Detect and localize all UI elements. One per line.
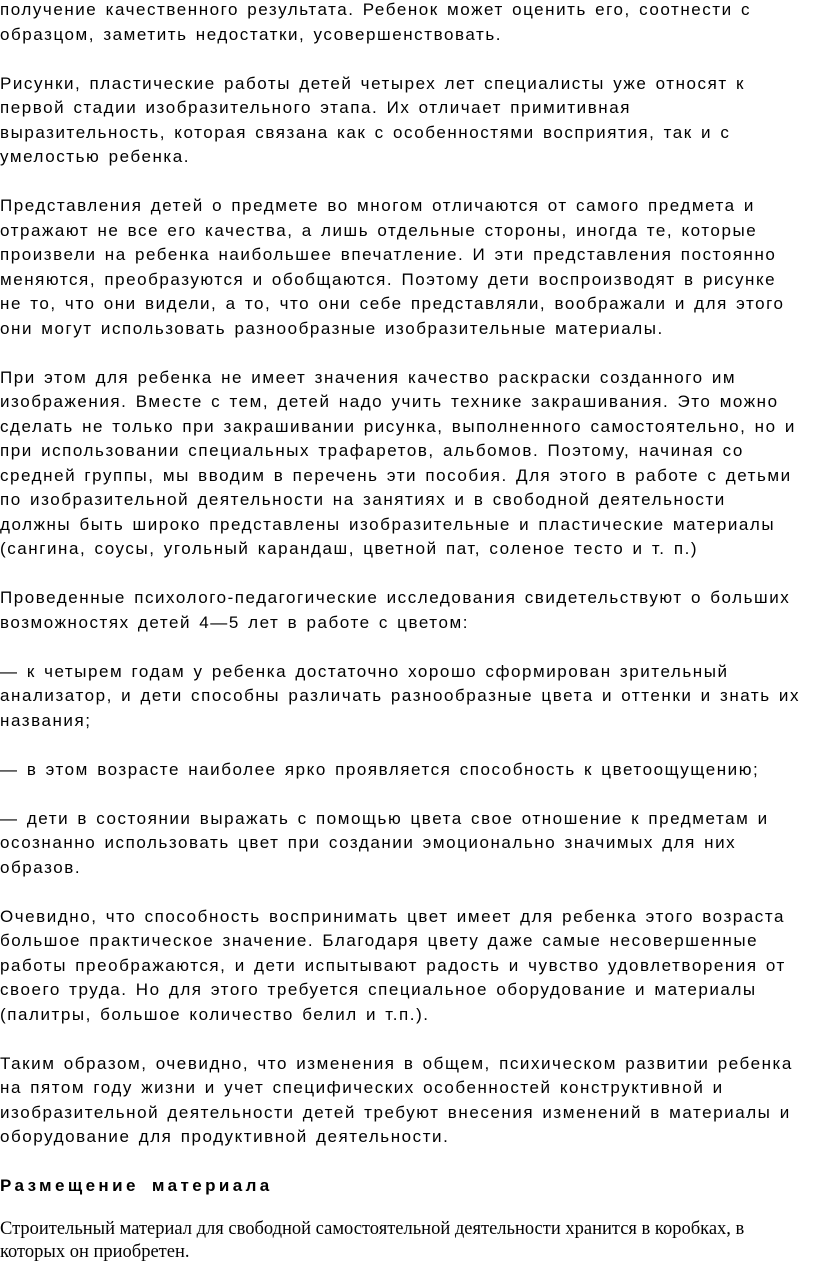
list-item-visual-analyzer: — к четырем годам у ребенка достаточно хорошо сформирован зрительный анализатор, и дети способны различать разнообразные цвета и оттенки и знать их названия; (0, 661, 800, 730)
list-item-color-perception: — в этом возрасте наиболее ярко проявляется способность к цветоощущению; (0, 759, 760, 779)
paragraph-coloring-technique: При этом для ребенка не имеет значения качество раскраски созданного им изображения. Вместе с тем, детей надо учить технике закрашивания. Это можно сделать не только при закрашивании рисунка, выполненного самостоятельно, но и при использовании специальных трафаретов, альбомов. Поэтому, начиная со средней группы, мы вводим в перечень эти пособия. Для этого в работе с детьми по изобразительной деятельности на занятиях и в свободной деятельности должны быть широко представлены изобразительные и пластические материалы (сангина, соусы, угольный карандаш, цветной пат, соленое тесто и т. п.) (0, 367, 796, 558)
paragraph-result-evaluation: получение качественного результата. Ребенок может оценить его, соотнести с образцом, заметить недостатки, усовершенствовать. (0, 0, 752, 44)
paragraph-color-importance: Очевидно, что способность воспринимать цвет имеет для ребенка этого возраста большое практическое значение. Благодаря цвету даже самые несовершенные работы преображаются, и дети испытывают радость и чувство удовлетворения от своего труда. Но для этого требуется специальное оборудование и материалы (палитры, большое количество белил и т.п.). (0, 906, 786, 1024)
paragraph-drawing-stage: Рисунки, пластические работы детей четырех лет специалисты уже относят к первой стадии изобразительного этапа. Их отличает примитивная выразительность, которая связана как с особенностями восприятия, так и с умелостью ребенка. (0, 73, 745, 166)
paragraph-color-research: Проведенные психолого-педагогические исследования свидетельствуют о больших возможностях детей 4—5 лет в работе с цветом: (0, 588, 791, 632)
paragraph-child-representations: Представления детей о предмете во многом отличаются от самого предмета и отражают не все его качества, а лишь отдельные стороны, иногда те, которые произвели на ребенка наибольшее впечатление. И эти представления постоянно меняются, преобразуются и обобщаются. Поэтому дети воспроизводят в рисунке не то, что они видели, а то, что они себе представляли, воображали и для этого они могут использовать разнообразные изобразительные материалы. (0, 196, 785, 338)
paragraph-building-material: Строительный материал для свободной самостоятельной деятельности хранится в коробках, в которых он приобретен. (0, 1219, 745, 1262)
list-item-color-expression: — дети в состоянии выражать с помощью цвета свое отношение к предметам и осознанно использовать цвет при создании эмоционально значимых для них образов. (0, 808, 769, 877)
section-heading: Размещение материала (0, 1176, 273, 1195)
paragraph-conclusion: Таким образом, очевидно, что изменения в общем, психическом развитии ребенка на пятом году жизни и учет специфических особенностей конструктивной и изобразительной деятельности детей требуют внесения изменений в материалы и оборудование для продуктивной деятельности. (0, 1053, 793, 1146)
